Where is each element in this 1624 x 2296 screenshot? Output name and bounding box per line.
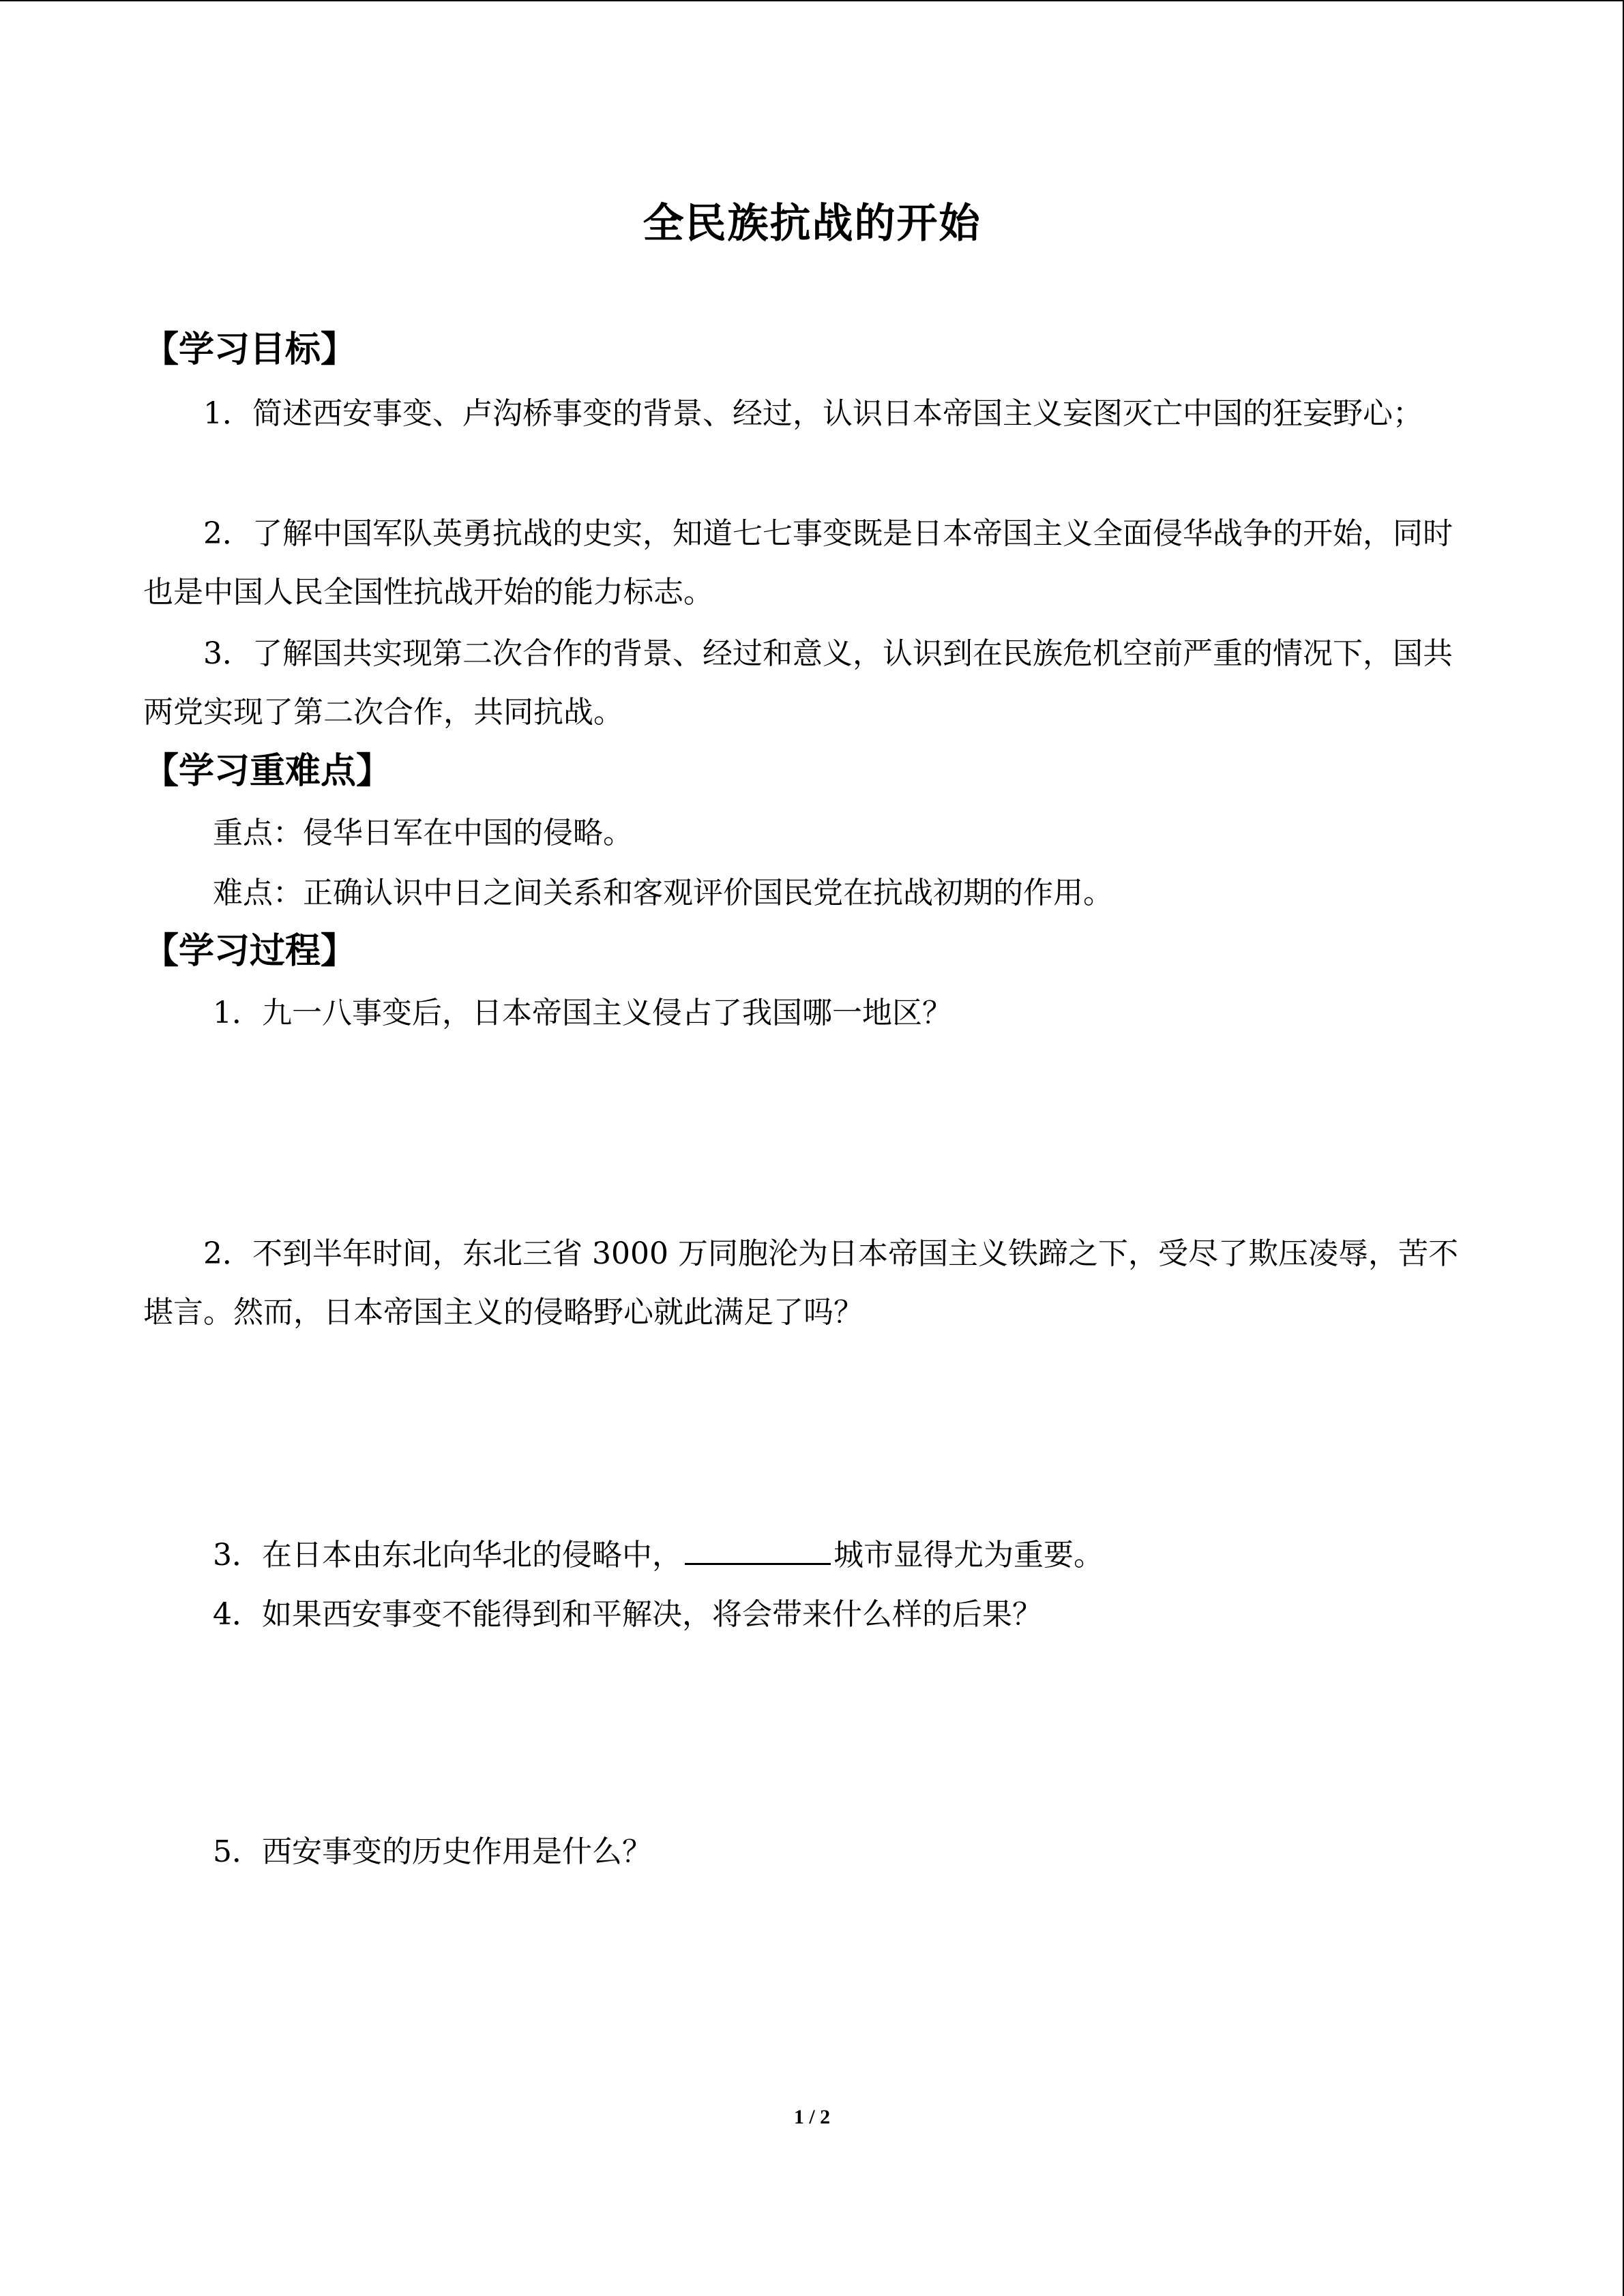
question-1: 1．九一八事变后，日本帝国主义侵占了我国哪一地区？ bbox=[213, 996, 952, 1030]
key-points-heading: 【学习重难点】 bbox=[143, 751, 392, 792]
page-title: 全民族抗战的开始 bbox=[643, 200, 981, 248]
question-3-prefix: 3．在日本由东北向华北的侵略中， bbox=[213, 1538, 682, 1572]
key-point-difficulty: 难点：正确认识中日之间关系和客观评价国民党在抗战初期的作用。 bbox=[213, 876, 1113, 910]
question-4: 4．如果西安事变不能得到和平解决，将会带来什么样的后果？ bbox=[213, 1597, 1042, 1632]
page-border-top bbox=[0, 0, 1624, 1]
objective-item-3: 3．了解国共实现第二次合作的背景、经过和意义，认识到在民族危机空前严重的情况下，国共两党实现了第二次合作，共同抗战。 bbox=[143, 636, 1453, 730]
objective-item-2: 2．了解中国军队英勇抗战的史实，知道七七事变既是日本帝国主义全面侵华战争的开始，同时也是中国人民全国性抗战开始的能力标志。 bbox=[143, 516, 1453, 610]
page-number: 1 / 2 bbox=[793, 2106, 831, 2128]
question-5: 5．西安事变的历史作用是什么？ bbox=[213, 1834, 652, 1869]
objective-item-1: 1．简述西安事变、卢沟桥事变的背景、经过，认识日本帝国主义妄图灭亡中国的狂妄野心； bbox=[203, 396, 1423, 431]
question-3-blank[interactable] bbox=[685, 1533, 831, 1565]
objectives-heading: 【学习目标】 bbox=[143, 329, 357, 370]
process-heading: 【学习过程】 bbox=[143, 931, 357, 972]
question-3-suffix: 城市显得尤为重要。 bbox=[833, 1538, 1104, 1572]
question-2: 2．不到半年时间，东北三省 3000 万同胞沦为日本帝国主义铁蹄之下，受尽了欺压凌辱，苦不堪言。然而，日本帝国主义的侵略野心就此满足了吗？ bbox=[143, 1236, 1458, 1330]
question-3 bbox=[213, 1533, 1104, 1576]
key-point-focus: 重点：侵华日军在中国的侵略。 bbox=[213, 816, 633, 850]
